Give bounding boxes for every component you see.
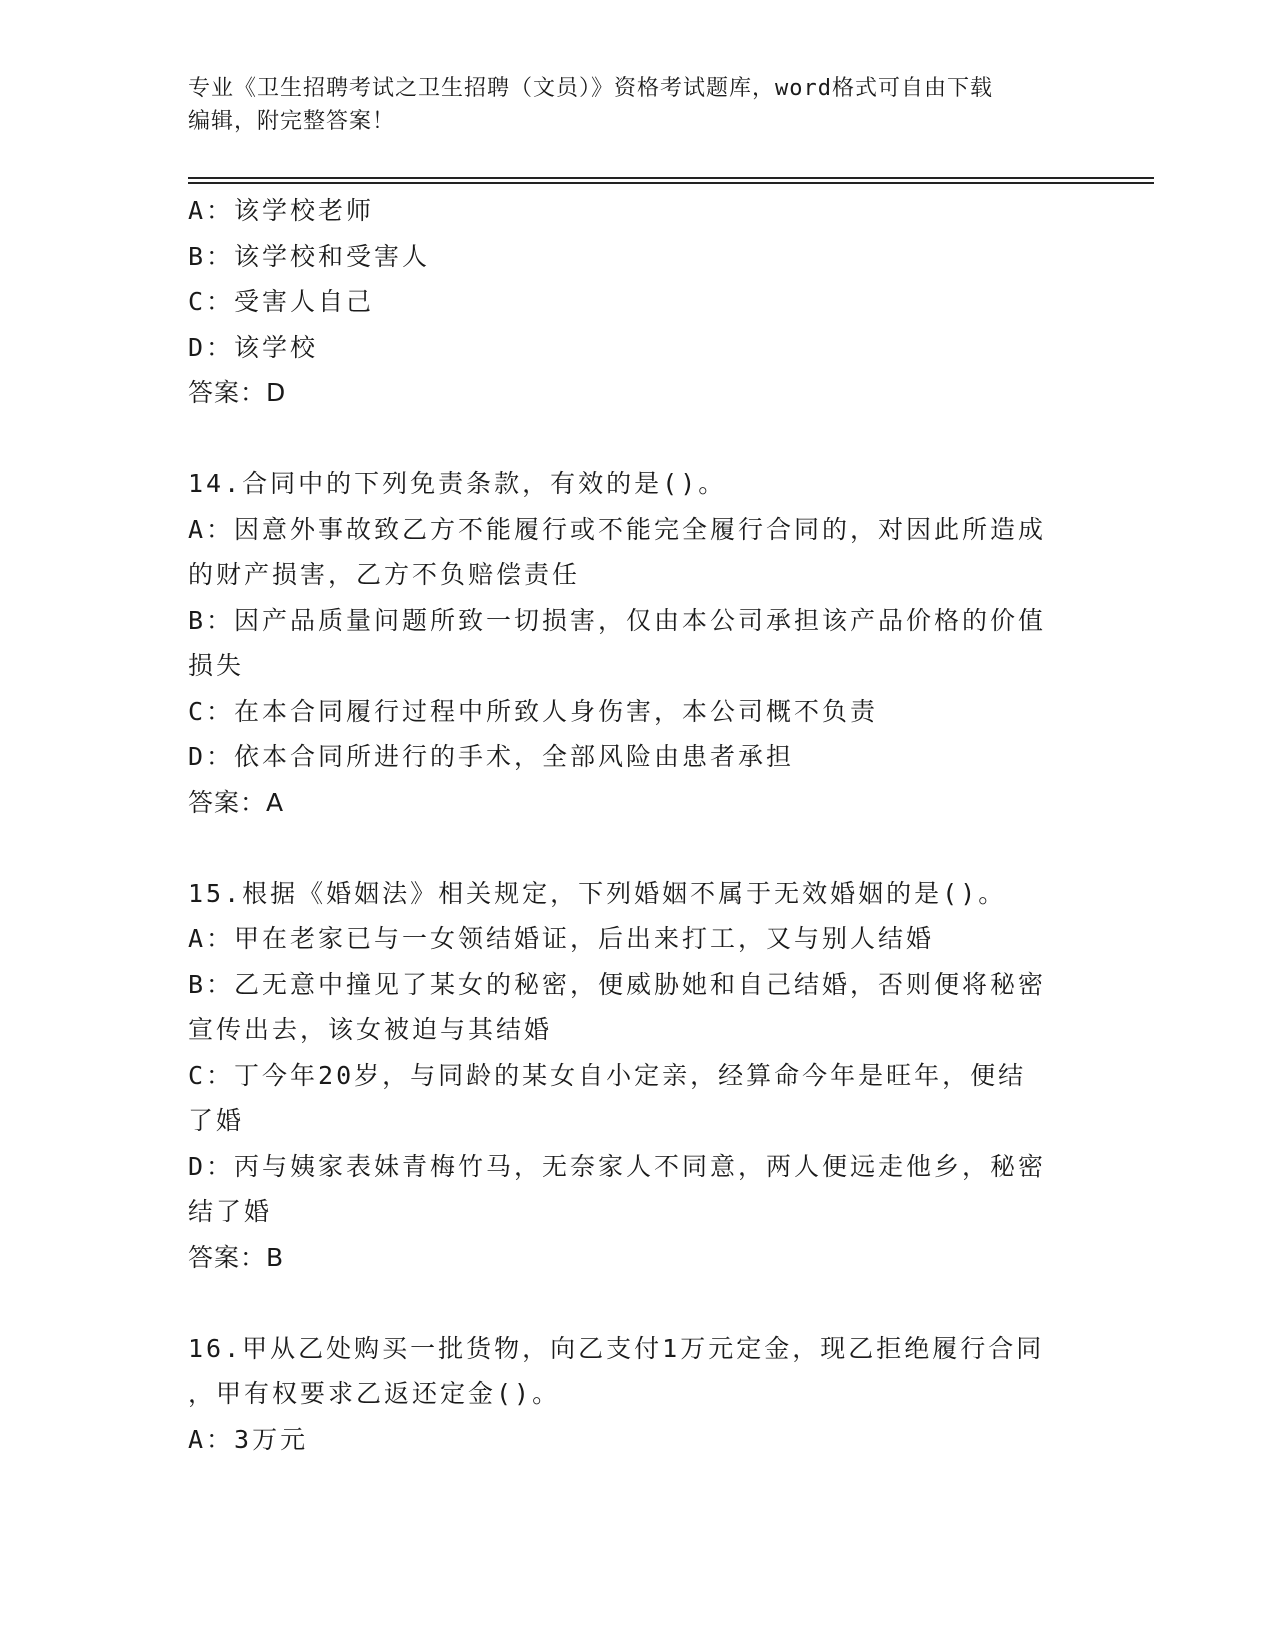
question-text-line-2: ，甲有权要求乙返还定金()。 [188,1379,561,1408]
spacer [188,825,1078,871]
option-c-line-2: 了婚 [188,1106,245,1135]
spacer [188,416,1078,462]
option-d-line-2: 结了婚 [188,1197,273,1226]
option-b-line-2: 损失 [188,651,245,680]
option-a: A：该学校老师 [188,196,375,225]
document-header [188,72,1088,138]
option-d-line-1: D：丙与姨家表妹青梅竹马，无奈家人不同意，两人便远走他乡，秘密 [188,1151,1047,1181]
question-15-block [188,871,1078,1281]
option-a-line-1: A：因意外事故致乙方不能履行或不能完全履行合同的，对因此所造成 [188,514,1047,544]
option-a: A：甲在老家已与一女领结婚证，后出来打工，又与别人结婚 [188,924,935,953]
header-divider-bottom [188,182,1154,184]
question-16-block [188,1326,1078,1463]
answer-line: 答案：D [188,378,287,407]
header-line-1: 专业《卫生招聘考试之卫生招聘（文员）》资格考试题库，word格式可自由下载 [188,76,993,101]
question-text: 14.合同中的下列免责条款，有效的是()。 [188,469,727,498]
option-b: B：该学校和受害人 [188,241,431,271]
option-b-line-1: B：因产品质量问题所致一切损害，仅由本公司承担该产品价格的价值 [188,605,1047,635]
answer-line: 答案：A [188,787,285,817]
header-line-2: 编辑，附完整答案！ [188,109,396,134]
question-list [188,188,1078,1462]
option-a-line-2: 的财产损害，乙方不负赔偿责任 [188,560,581,589]
question-text: 15.根据《婚姻法》相关规定，下列婚姻不属于无效婚姻的是()。 [188,878,1007,908]
option-b-line-2: 宣传出去，该女被迫与其结婚 [188,1015,553,1044]
question-13-block [188,188,1078,416]
option-d: D：该学校 [188,332,319,362]
question-14-block [188,461,1078,825]
option-a: A：3万元 [188,1424,309,1454]
spacer [188,1280,1078,1326]
option-d: D：依本合同所进行的手术，全部风险由患者承担 [188,742,795,771]
header-divider-top [188,177,1154,179]
option-c: C：受害人自己 [188,287,375,316]
answer-line: 答案：B [188,1242,285,1272]
option-b-line-1: B：乙无意中撞见了某女的秘密，便威胁她和自己结婚，否则便将秘密 [188,969,1047,999]
option-c: C：在本合同履行过程中所致人身伤害，本公司概不负责 [188,696,879,726]
option-c-line-1: C：丁今年20岁，与同龄的某女自小定亲，经算命今年是旺年，便结 [188,1060,1027,1090]
question-text-line-1: 16.甲从乙处购买一批货物，向乙支付1万元定金，现乙拒绝履行合同 [188,1333,1045,1363]
